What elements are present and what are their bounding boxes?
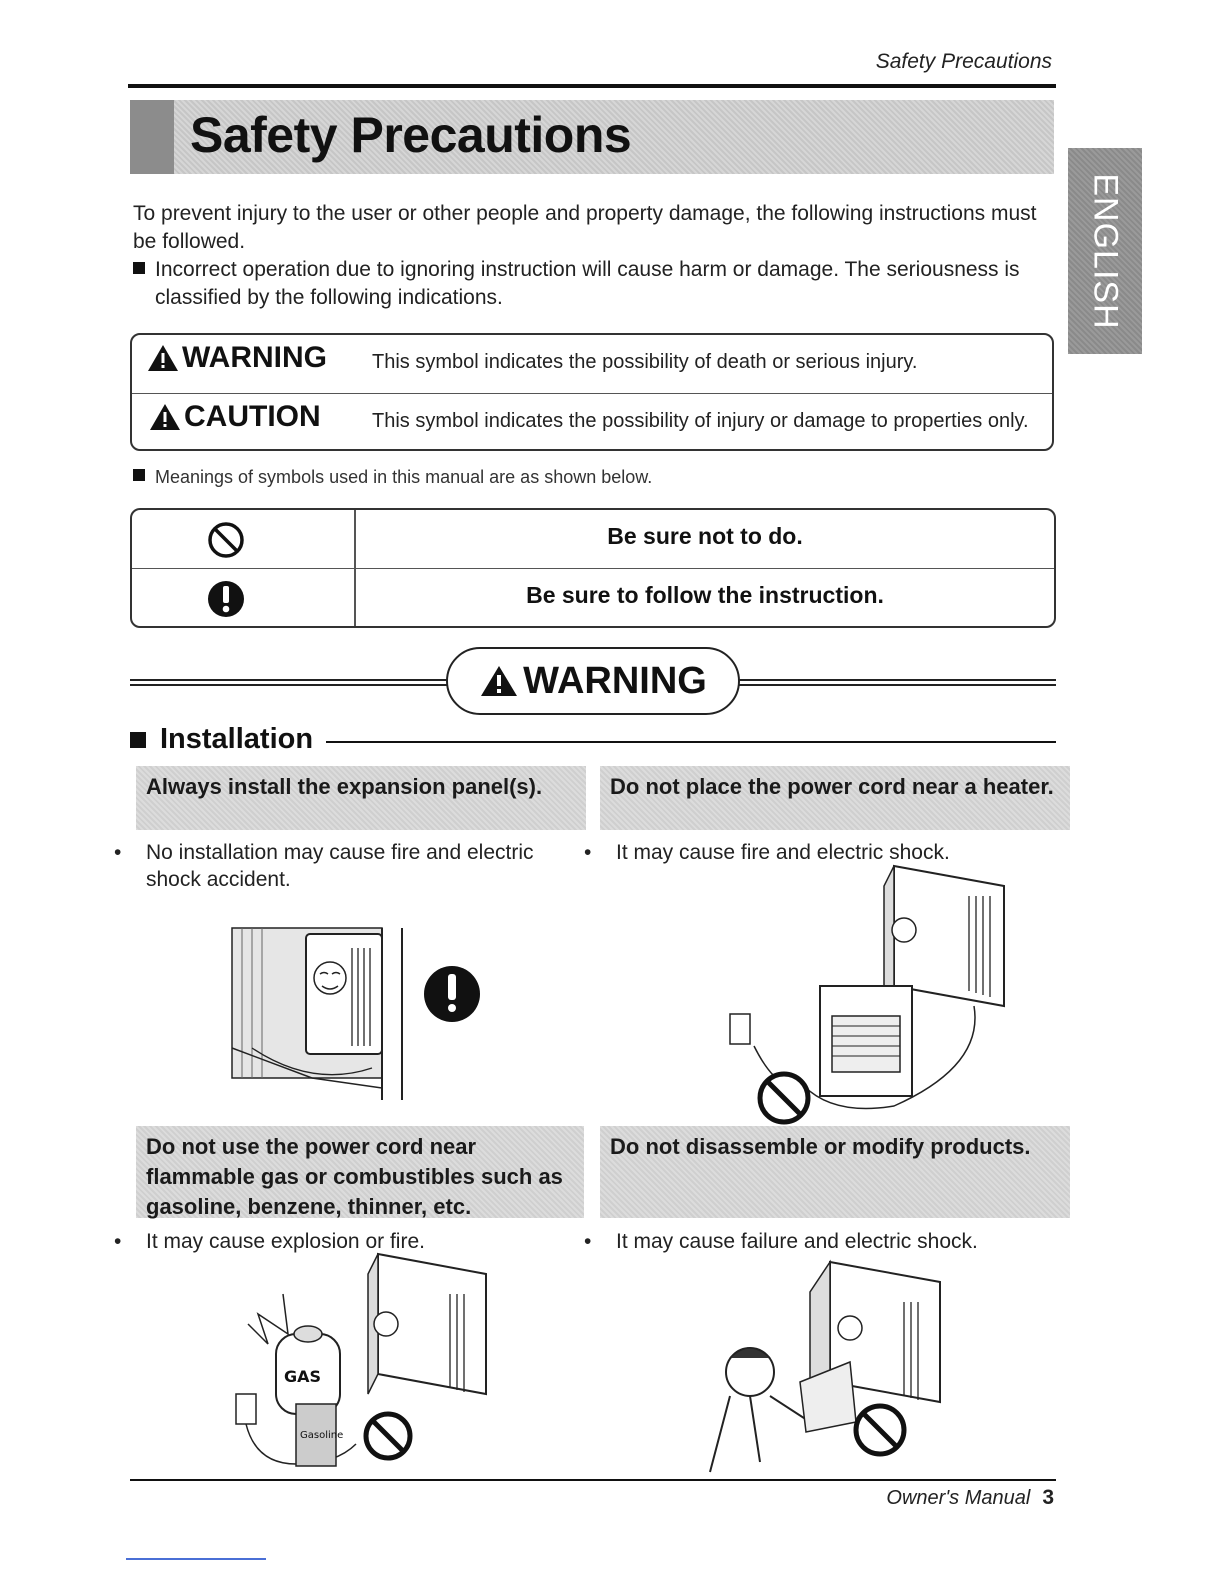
instruction-note <box>114 1228 586 1255</box>
square-bullet-icon <box>133 262 145 274</box>
instruction-note-text: It may cause fire and electric shock. <box>616 841 950 864</box>
caution-label-text: CAUTION <box>184 400 321 433</box>
gas-label: GAS <box>284 1367 322 1386</box>
dot-bullet-icon: • <box>584 1230 592 1253</box>
instruction-note-text: It may cause explosion or fire. <box>146 1230 425 1253</box>
running-head: Safety Precautions <box>875 50 1052 73</box>
legend-text-mandatory: Be sure to follow the instruction. <box>526 582 884 608</box>
instruction-heading: Do not place the power cord near a heater. <box>600 766 1070 830</box>
heater-cord-illustration <box>724 866 1014 1126</box>
instruction-note <box>584 839 1066 866</box>
instruction-note-text: No installation may cause fire and electric shock accident. <box>146 841 534 891</box>
instruction-note-text: It may cause failure and electric shock. <box>616 1230 978 1253</box>
section-heading <box>130 723 313 756</box>
caution-description: This symbol indicates the possibility of injury or damage to properties only. <box>372 410 1029 432</box>
warning-triangle-icon <box>479 664 519 698</box>
section-title: Installation <box>160 723 314 755</box>
instruction-heading: Do not use the power cord near flammable gas or combustibles such as gasoline, benzene, thinner, etc. <box>136 1126 584 1218</box>
indication-row-warning <box>132 335 1052 393</box>
intro-paragraph: To prevent injury to the user or other people and property damage, the following instructions must be followed. <box>133 202 1037 253</box>
dot-bullet-icon: • <box>114 1230 122 1253</box>
symbols-note <box>133 467 652 488</box>
instruction-note <box>584 1228 1066 1255</box>
dot-bullet-icon: • <box>114 841 122 864</box>
expansion-panel-illustration <box>232 928 502 1100</box>
warning-description: This symbol indicates the possibility of death or serious injury. <box>372 351 918 373</box>
caution-triangle-icon <box>148 402 182 432</box>
footer-manual: Owner's Manual <box>886 1487 1031 1509</box>
page-number: 3 <box>1042 1486 1054 1509</box>
symbols-note-text: Meanings of symbols used in this manual are as shown below. <box>155 467 653 487</box>
square-bullet-icon <box>133 469 145 481</box>
language-tab <box>1068 148 1142 354</box>
symbol-legend <box>130 508 1056 628</box>
page-title: Safety Precautions <box>190 107 632 163</box>
instruction-heading: Always install the expansion panel(s). <box>136 766 586 830</box>
caution-label <box>148 400 321 434</box>
instruction-heading: Do not disassemble or modify products. <box>600 1126 1070 1218</box>
mandatory-icon <box>206 579 246 619</box>
title-marker <box>130 100 174 174</box>
warning-banner-line-right <box>738 679 1056 686</box>
legend-row-mandatory <box>132 568 1054 627</box>
indication-row-caution <box>132 393 1052 452</box>
warning-banner-line-left <box>130 679 448 686</box>
indication-table <box>130 333 1054 451</box>
flammable-gas-illustration <box>228 1254 498 1474</box>
footer-rule <box>130 1479 1056 1481</box>
warning-label-text: WARNING <box>182 341 327 374</box>
legend-row-prohibition <box>132 510 1054 568</box>
warning-banner <box>446 647 740 715</box>
prohibition-icon <box>206 520 246 560</box>
scan-artifact-line <box>126 1558 266 1560</box>
intro-bullet <box>133 256 1043 312</box>
intro-bullet-text: Incorrect operation due to ignoring instruction will cause harm or damage. The seriousness is classified by the following indications. <box>155 258 1020 309</box>
intro <box>133 200 1043 312</box>
instruction-note <box>114 839 586 893</box>
section-rule <box>326 741 1056 743</box>
legend-text-prohibition: Be sure not to do. <box>607 523 803 549</box>
header-rule <box>128 84 1056 88</box>
warning-triangle-icon <box>146 343 180 373</box>
language-tab-label: ENGLISH <box>1086 172 1125 330</box>
disassemble-illustration <box>700 1262 950 1476</box>
footer <box>886 1486 1054 1510</box>
gasoline-label: Gasoline <box>300 1430 344 1441</box>
square-bullet-icon <box>130 732 146 748</box>
warning-label <box>146 341 327 375</box>
warning-banner-text: WARNING <box>523 659 707 702</box>
dot-bullet-icon: • <box>584 841 592 864</box>
